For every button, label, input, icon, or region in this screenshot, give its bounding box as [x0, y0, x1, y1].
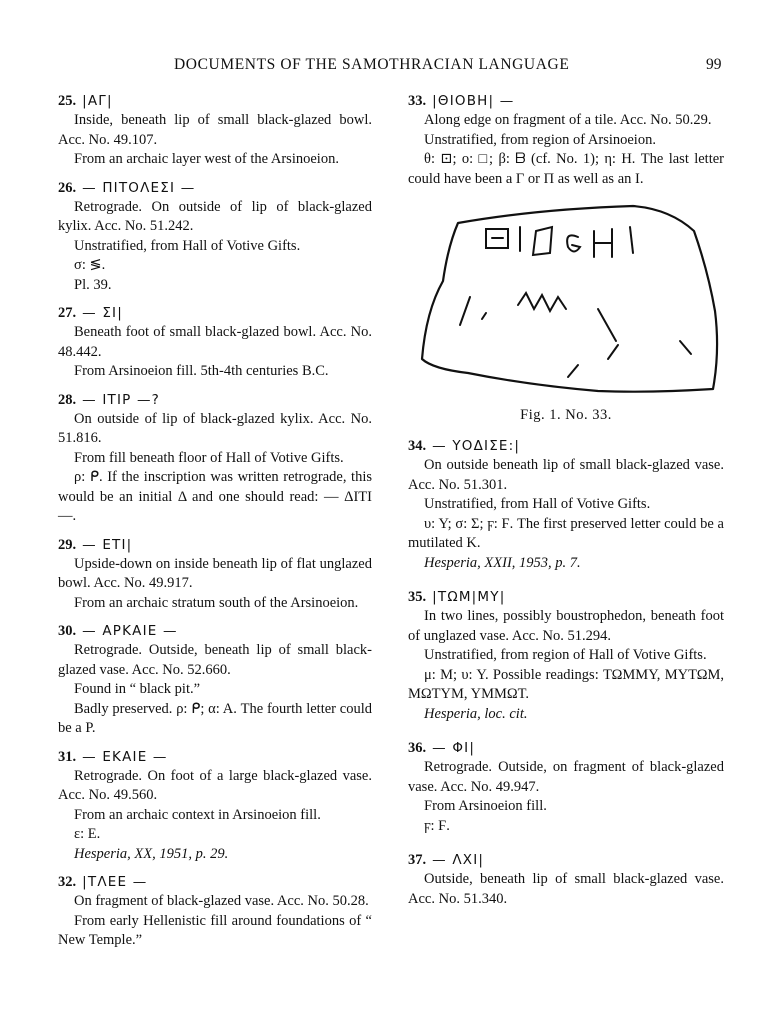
entry-32 [58, 872, 372, 951]
inscription: — ΛΧΙ| [432, 852, 485, 868]
tile-fragment-sketch [408, 201, 724, 401]
entry-number: 37. [408, 852, 427, 868]
inscription: |ΤΩΜ|ΜΥ| [432, 589, 506, 605]
inscription: — ΣΙ| [82, 305, 123, 321]
plate-reference: Pl. 39. [74, 276, 112, 293]
entry-number: 33. [408, 93, 427, 109]
description: Retrograde. Outside, on fragment of black-glazed vase. Acc. No. 49.947. [408, 759, 724, 795]
provenance: From Arsinoeion fill. 5th-4th centuries B.C. [74, 363, 329, 379]
entry-number: 26. [58, 179, 77, 196]
description: On outside beneath lip of small black-glazed vase. Acc. No. 51.301. [408, 457, 724, 493]
left-column [58, 91, 372, 951]
description: Upside-down on inside beneath lip of flat unglazed bowl. Acc. No. 49.917. [58, 555, 372, 591]
entry-29 [58, 535, 372, 614]
entry-number: 34. [408, 438, 427, 454]
entry-37 [408, 850, 724, 909]
entry-34 [408, 436, 724, 573]
entry-33 [408, 91, 724, 189]
inscription: — ΙΤΙΡ —? [82, 391, 161, 408]
letter-note: Badly preserved. ρ: ᑭ; α: Α. The fourth letter could be a Ρ. [58, 700, 372, 736]
provenance: Unstratified, from Hall of Votive Gifts. [74, 237, 301, 254]
letter-note: ρ: ᑭ. If the inscription was written retrograde, this would be an initial Δ and one should read: — ΔΙΤΙ —. [58, 469, 372, 524]
inscription: — ΥΟΔΙΣΕ:| [432, 438, 521, 454]
letter-note: ε: Ε. [74, 826, 101, 842]
bibliography: Hesperia, loc. cit. [424, 705, 528, 722]
entry-30 [58, 621, 372, 739]
provenance: From an archaic context in Arsinoeion fill. [74, 806, 321, 823]
description: Along edge on fragment of a tile. Acc. No. 50.29. [424, 112, 712, 128]
entry-36 [408, 738, 724, 836]
entry-number: 27. [58, 305, 77, 321]
entry-number: 25. [58, 93, 77, 109]
tile-fragment-figure [408, 201, 724, 401]
inscription: — ΕΚΑΙΕ — [82, 748, 168, 765]
provenance: From an archaic layer west of the Arsinoeion. [74, 151, 339, 167]
provenance: Unstratified, from region of Arsinoeion. [424, 131, 656, 148]
entry-number: 35. [408, 589, 427, 605]
provenance: Found in “ black pit.” [74, 681, 201, 697]
description: On fragment of black-glazed vase. Acc. No. 50.28. [74, 893, 369, 909]
entry-number: 32. [58, 874, 77, 890]
provenance: From fill beneath floor of Hall of Votive Gifts. [74, 449, 344, 466]
inscription: — ΦΙ| [432, 740, 476, 756]
letter-note: σ: ≶. [74, 257, 106, 273]
running-head [0, 56, 784, 78]
inscription: — ΕΤΙ| [82, 536, 133, 553]
bibliography: Hesperia, XX, 1951, p. 29. [74, 845, 229, 862]
description: Retrograde. On foot of a large black-glazed vase. Acc. No. 49.560. [58, 767, 372, 803]
provenance: From Arsinoeion fill. [424, 798, 547, 814]
entry-number: 36. [408, 740, 427, 756]
description: Retrograde. On outside of lip of black-glazed kylix. Acc. No. 51.242. [58, 198, 372, 234]
provenance: Unstratified, from region of Hall of Votive Gifts. [424, 647, 707, 663]
entry-number: 28. [58, 391, 77, 408]
inscription: |ΤΛΕΕ — [82, 874, 148, 890]
entry-28 [58, 390, 372, 527]
provenance: Unstratified, from Hall of Votive Gifts. [424, 496, 651, 512]
entry-31 [58, 747, 372, 865]
letter-note: ϝ: Ϝ. [424, 817, 450, 834]
entry-number: 31. [58, 748, 77, 765]
description: In two lines, possibly boustrophedon, beneath foot of unglazed vase. Acc. No. 51.294. [408, 608, 724, 644]
description: Beneath foot of small black-glazed bowl. Acc. No. 48.442. [58, 324, 372, 360]
description: Inside, beneath lip of small black-glazed bowl. Acc. No. 49.107. [58, 112, 372, 148]
entry-number: 29. [58, 536, 77, 553]
inscription: — ΑΡΚΑΙΕ — [82, 623, 178, 639]
provenance: From an archaic stratum south of the Arsinoeion. [74, 594, 359, 611]
letter-note: υ: Υ; σ: Σ; ϝ: Ϝ. The first preserved letter could be a mutilated Κ. [408, 515, 724, 551]
bibliography: Hesperia, XXII, 1953, p. 7. [424, 554, 581, 571]
letter-note: μ: Μ; υ: Υ. Possible readings: ΤΩΜΜΥ, ΜΥΤΩΜ, ΜΩΤΥΜ, ΥΜΜΩΤ. [408, 666, 724, 702]
description: On outside of lip of black-glazed kylix. Acc. No. 51.816. [58, 410, 372, 446]
running-title: DOCUMENTS OF THE SAMOTHRACIAN LANGUAGE [174, 56, 570, 73]
inscription: — ΠΙΤΟΛΕΣΙ — [82, 179, 196, 196]
right-column [408, 91, 724, 909]
provenance: From early Hellenistic fill around foundations of “ New Temple.” [58, 912, 372, 948]
page-number: 99 [706, 56, 722, 73]
entry-number: 30. [58, 623, 77, 639]
description: Outside, beneath lip of small black-glazed vase. Acc. No. 51.340. [408, 871, 724, 907]
entry-26 [58, 178, 372, 296]
letter-note: θ: ⊡; ο: □; β: ᗷ (cf. No. 1); η: Η. The last letter could have been a Γ or Π as well as an Ι. [408, 151, 724, 187]
entry-25 [58, 91, 372, 170]
inscription: |ΘΙΟΒΗ| — [432, 93, 515, 109]
entry-27 [58, 303, 372, 382]
inscription: |ΑΓ| [82, 93, 113, 109]
description: Retrograde. Outside, beneath lip of small black-glazed vase. Acc. No. 52.660. [58, 642, 372, 678]
entry-35 [408, 587, 724, 724]
figure-caption: Fig. 1. No. 33. [520, 407, 612, 423]
